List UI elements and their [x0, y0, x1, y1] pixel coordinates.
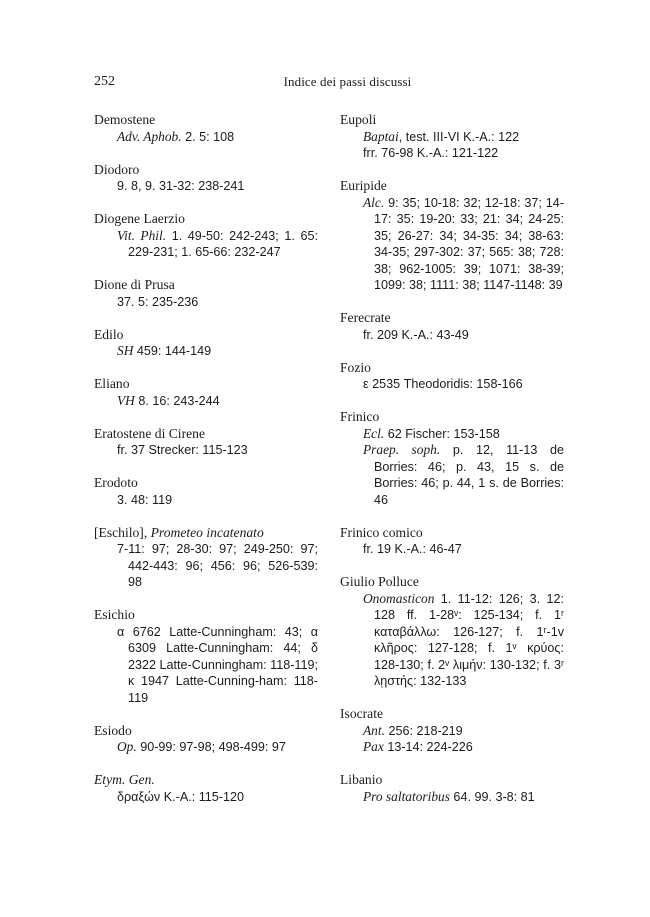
index-author: [94, 525, 318, 542]
index-author: [340, 574, 564, 591]
author-name: Esichio: [94, 607, 135, 622]
passage-locations: δραξών K.-A.: 115-120: [117, 789, 244, 804]
index-reference: [340, 541, 564, 558]
author-name: Diodoro: [94, 161, 140, 177]
index-reference: [340, 426, 564, 443]
index-author: [340, 706, 564, 723]
index-entry: [340, 574, 564, 690]
work-title: Adv. Aphob.: [117, 128, 182, 144]
index-reference: [94, 541, 318, 591]
passage-locations: 1. 49-50: 242-243; 1. 65: 229-231; 1. 65-66: 232-247: [128, 228, 319, 259]
index-reference: [340, 327, 564, 344]
passage-locations: 64. 99. 3-8: 81: [449, 789, 535, 804]
index-author: [94, 277, 318, 294]
index-reference: [94, 178, 318, 195]
author-name: Dione di Prusa: [94, 277, 175, 292]
passage-locations: 7-11: 97; 28-30: 97; 249-250: 97; 442-443: 96; 456: 96; 526-539: 98: [117, 542, 318, 589]
index-reference: [94, 294, 318, 311]
index-reference: [94, 492, 318, 509]
author-name: Frinico: [340, 409, 380, 424]
work-title: Ecl.: [363, 425, 385, 441]
index-author: [340, 409, 564, 426]
index-column-right: [340, 112, 564, 822]
passage-locations: ε 2535 Theodoridis: 158-166: [363, 377, 523, 391]
author-name: Libanio: [340, 772, 383, 787]
work-title: Pro saltatoribus: [363, 788, 450, 804]
index-entry: [340, 525, 564, 558]
index-reference: [94, 624, 318, 707]
passage-locations: fr. 37 Strecker: 115-123: [117, 443, 248, 457]
passage-locations: 90-99: 97-98; 498-499: 97: [136, 740, 286, 754]
index-reference: [94, 393, 318, 410]
author-name: Frinico comico: [340, 524, 423, 540]
passage-locations: 256: 218-219: [384, 723, 463, 738]
author-name: Eupoli: [340, 112, 377, 127]
index-reference: [94, 789, 318, 806]
author-name: Eliano: [94, 376, 130, 391]
passage-locations: 8. 16: 243-244: [134, 393, 220, 408]
author-name: Fozio: [340, 359, 371, 375]
index-reference: [340, 739, 564, 756]
index-entry: [94, 723, 318, 756]
index-entry: [94, 277, 318, 310]
author-name: Isocrate: [340, 706, 384, 721]
passage-locations: p. 12, 11-13 de Borries: 46; p. 43, 15 s. de Borries: 46; p. 44, 1 s. de Borries: 46: [374, 443, 564, 507]
index-author: [94, 162, 318, 179]
work-title: VH: [117, 392, 135, 408]
passage-locations: 2. 5: 108: [181, 129, 235, 144]
index-entry: [94, 525, 318, 591]
author-name: Erodoto: [94, 475, 138, 490]
passage-locations: 37. 5: 235-236: [117, 294, 199, 309]
author-name: Euripide: [340, 178, 387, 193]
index-entry: [340, 310, 564, 343]
index-entry: [340, 112, 564, 162]
index-reference: [340, 376, 564, 393]
index-author: [340, 525, 564, 542]
work-title: Onomasticon: [363, 590, 435, 606]
index-author: [340, 178, 564, 195]
index-author: [94, 426, 318, 443]
index-column-left: [94, 112, 318, 822]
index-entry: [340, 772, 564, 805]
passage-locations: fr. 209 K.-A.: 43-49: [363, 327, 469, 342]
index-reference: [340, 145, 564, 162]
index-author: [94, 112, 318, 129]
work-title: SH: [117, 343, 134, 358]
work-title: Praep. soph.: [363, 442, 441, 457]
index-reference: [94, 343, 318, 360]
index-author: [340, 310, 564, 327]
index-entry: [340, 409, 564, 508]
passage-locations: α 6762 Latte-Cunningham: 43; α 6309 Latte-Cunningham: 44; δ 2322 Latte-Cunningham: 118-119; κ 1947 Latte-Cunning-ham: 118-119: [117, 624, 318, 705]
index-entry: [94, 112, 318, 145]
index-author: [94, 607, 318, 624]
running-title: Indice dei passi discussi: [283, 74, 412, 89]
passage-locations: 3. 48: 119: [117, 492, 173, 507]
passage-locations: frr. 76-98 K.-A.: 121-122: [363, 146, 499, 160]
work-title: Pax: [363, 739, 384, 754]
index-author: [340, 112, 564, 129]
index-entry: [340, 360, 564, 393]
index-reference: [340, 723, 564, 740]
index-author: [94, 376, 318, 393]
index-author: [94, 475, 318, 492]
index-entry: [340, 706, 564, 756]
index-entry: [340, 178, 564, 294]
index-reference: [94, 129, 318, 146]
author-name: Giulio Polluce: [340, 574, 419, 589]
index-entry: [94, 772, 318, 805]
author-name: Esiodo: [94, 722, 132, 738]
page-number: 252: [94, 74, 115, 89]
index-entry: [94, 607, 318, 706]
index-author: [94, 772, 318, 789]
index-reference: [94, 739, 318, 756]
work-title: Alc.: [363, 194, 385, 210]
work-title: Ant.: [363, 722, 385, 738]
passage-locations: 9: 35; 10-18: 32; 12-18: 37; 14-17: 35: 19-20: 33; 21: 34; 24-25: 35; 26-27: 34; 34-35: 34; 38-63: 34-35; 297-302: 37; 565: 38; 728: 38; 962-1005: 39; 1071: 38-39; 1099: 38; 1111: 38; 1147-1148: 39: [374, 195, 564, 292]
index-author: [94, 327, 318, 344]
index-reference: [340, 129, 564, 146]
author-name: Demostene: [94, 112, 156, 127]
index-reference: [340, 442, 564, 508]
index-entry: [94, 327, 318, 360]
author-name: Edilo: [94, 326, 124, 342]
index-entry: [94, 162, 318, 195]
passage-locations: , test. III-VI K.-A.: 122: [398, 129, 520, 144]
index-entry: [94, 426, 318, 459]
index-author: [94, 723, 318, 740]
passage-locations: 62 Fischer: 153-158: [384, 426, 500, 441]
index-reference: [340, 591, 564, 690]
passage-locations: 1. 11-12: 126; 3. 12: 128 ff. 1-28ᵛ: 125-134; f. 1ʳ καταβάλλω: 126-127; f. 1ʳ-1v κλῆρος: 127-128; f. 1ᵛ κρύος: 128-130; f. 2ᵛ λιμήν: 130-132; f. 3ʳ λῃστής: 132-133: [374, 591, 564, 688]
author-name: Eratostene di Cirene: [94, 425, 205, 441]
index-author: [340, 772, 564, 789]
passage-locations: fr. 19 K.-A.: 46-47: [363, 542, 462, 556]
index-reference: [340, 789, 564, 806]
index-author: [340, 360, 564, 377]
work-title: Vit. Phil.: [117, 227, 167, 243]
index-entry: [94, 475, 318, 508]
index-reference: [340, 195, 564, 294]
index-entry: [94, 376, 318, 409]
index-author: [94, 211, 318, 228]
author-work-title: Etym. Gen.: [94, 772, 155, 787]
passage-locations: 459: 144-149: [133, 344, 212, 358]
index-reference: [94, 442, 318, 459]
work-title: Baptai: [363, 128, 399, 144]
author-name: Diogene Laerzio: [94, 211, 185, 226]
work-title: Op.: [117, 739, 137, 754]
index-entry: [94, 211, 318, 261]
passage-locations: 13-14: 224-226: [383, 740, 473, 754]
author-name: Ferecrate: [340, 310, 391, 325]
author-work-title: Prometeo incatenato: [147, 524, 264, 540]
author-name: [Eschilo],: [94, 524, 148, 540]
index-reference: [94, 228, 318, 261]
passage-locations: 9. 8, 9. 31-32: 238-241: [117, 179, 245, 193]
